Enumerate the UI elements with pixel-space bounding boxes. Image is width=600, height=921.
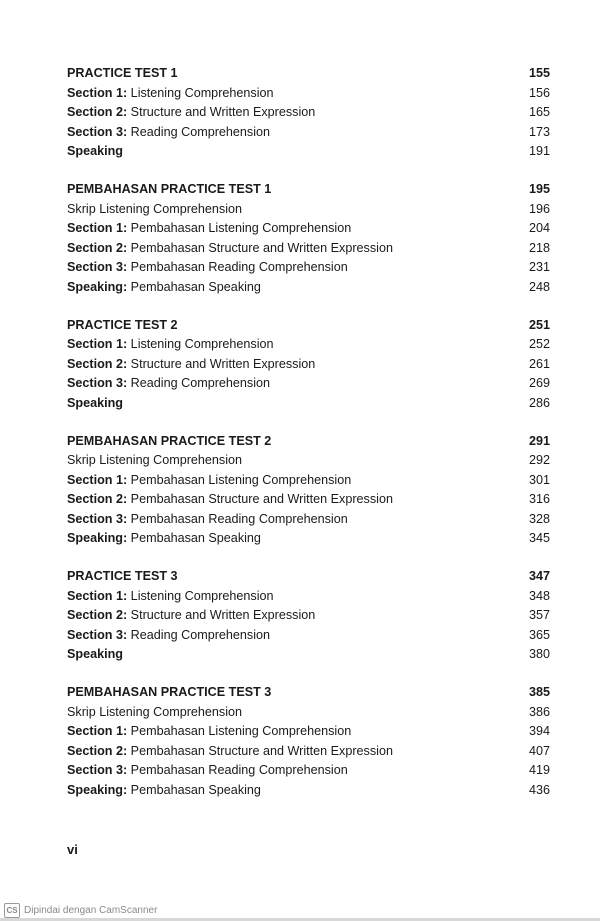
toc-heading-page: 385 [528, 685, 550, 700]
toc-entry-page: 301 [528, 472, 550, 487]
toc-entry-label [67, 142, 123, 162]
toc-heading [67, 180, 550, 200]
toc-entry-prefix: Section 3: [67, 511, 128, 526]
toc-entry-page: 386 [528, 704, 550, 719]
toc-entry-label [67, 510, 348, 530]
toc-entry-label [67, 84, 274, 104]
toc-entry [67, 103, 550, 123]
toc-entry-text: Listening Comprehension [127, 588, 274, 603]
toc-entry [67, 510, 550, 530]
toc-entry [67, 258, 550, 278]
toc-group [67, 432, 550, 550]
toc-entry-label [67, 200, 242, 220]
table-of-contents [67, 64, 550, 819]
toc-entry [67, 703, 550, 723]
toc-entry-page: 365 [528, 627, 550, 642]
toc-entry [67, 742, 550, 762]
toc-entry-text: Structure and Written Expression [127, 105, 316, 120]
toc-group [67, 683, 550, 801]
toc-entry-prefix: Section 3: [67, 763, 128, 778]
toc-heading-title: PEMBAHASAN PRACTICE TEST 1 [67, 181, 272, 196]
toc-heading [67, 64, 550, 84]
toc-heading [67, 432, 550, 452]
toc-entry-text: Pembahasan Listening Comprehension [127, 472, 352, 487]
toc-group [67, 567, 550, 665]
toc-heading-page: 155 [528, 66, 550, 80]
toc-entry-label [67, 451, 242, 471]
toc-group [67, 316, 550, 414]
toc-entry-label [67, 529, 261, 549]
toc-entry-prefix: Section 1: [67, 221, 128, 236]
toc-entry-text: Pembahasan Reading Comprehension [127, 260, 348, 275]
scanner-watermark [4, 903, 157, 918]
toc-entry-label [67, 490, 393, 510]
toc-entry-label [67, 219, 351, 239]
toc-entry-page: 204 [528, 221, 550, 236]
toc-entry-label [67, 626, 270, 646]
toc-entry-prefix: Section 1: [67, 588, 128, 603]
toc-entry-label [67, 606, 315, 626]
toc-heading [67, 316, 550, 336]
toc-entry-page: 165 [528, 105, 550, 120]
toc-entry [67, 278, 550, 298]
toc-entry [67, 587, 550, 607]
toc-entry-prefix: Section 1: [67, 337, 128, 352]
toc-entry-page: 269 [528, 376, 550, 391]
toc-heading [67, 683, 550, 703]
toc-group [67, 180, 550, 298]
toc-entry [67, 471, 550, 491]
page-number: vi [67, 842, 78, 857]
toc-entry-label [67, 471, 351, 491]
toc-entry-text: Structure and Written Expression [127, 608, 316, 623]
toc-entry-page: 286 [528, 395, 550, 410]
toc-entry-text: Pembahasan Reading Comprehension [127, 511, 348, 526]
toc-heading-title: PRACTICE TEST 1 [67, 66, 178, 80]
toc-entry-prefix: Section 1: [67, 724, 128, 739]
toc-entry-label [67, 278, 261, 298]
camscanner-logo-icon: CS [4, 903, 20, 918]
toc-heading-title: PRACTICE TEST 2 [67, 317, 178, 332]
toc-entry [67, 84, 550, 104]
toc-entry [67, 606, 550, 626]
toc-entry-text: Pembahasan Speaking [127, 279, 261, 294]
toc-entry [67, 490, 550, 510]
toc-entry-page: 231 [528, 260, 550, 275]
toc-entry-prefix: Section 3: [67, 124, 128, 139]
toc-entry [67, 626, 550, 646]
toc-entry-prefix: Speaking [67, 144, 123, 159]
toc-entry-prefix: Speaking [67, 647, 123, 662]
toc-entry [67, 761, 550, 781]
toc-entry-page: 328 [528, 511, 550, 526]
toc-entry-text: Listening Comprehension [127, 337, 274, 352]
toc-entry-label [67, 742, 393, 762]
toc-entry-page: 218 [528, 240, 550, 255]
toc-entry-label [67, 103, 315, 123]
toc-entry-page: 292 [528, 453, 550, 468]
toc-entry-page: 156 [528, 85, 550, 100]
toc-heading-page: 347 [528, 569, 550, 584]
toc-entry-text: Pembahasan Structure and Written Expression [127, 743, 393, 758]
toc-entry-page: 252 [528, 337, 550, 352]
toc-entry [67, 123, 550, 143]
toc-entry [67, 374, 550, 394]
toc-heading-title: PRACTICE TEST 3 [67, 569, 178, 584]
toc-entry-page: 345 [528, 531, 550, 546]
toc-entry-prefix: Section 3: [67, 376, 128, 391]
toc-entry-label [67, 123, 270, 143]
toc-entry-text: Skrip Listening Comprehension [67, 704, 243, 719]
toc-entry [67, 200, 550, 220]
toc-entry-label [67, 239, 393, 259]
toc-entry-label [67, 781, 261, 801]
toc-entry-page: 407 [528, 743, 550, 758]
toc-entry-label [67, 703, 242, 723]
toc-entry-text: Pembahasan Speaking [127, 531, 261, 546]
toc-entry-prefix: Section 3: [67, 627, 128, 642]
toc-entry-label [67, 335, 274, 355]
toc-entry-page: 348 [528, 588, 550, 603]
toc-entry-label [67, 722, 351, 742]
toc-entry-text: Pembahasan Listening Comprehension [127, 724, 352, 739]
toc-entry [67, 645, 550, 665]
toc-entry-text: Pembahasan Structure and Written Expression [127, 240, 393, 255]
toc-entry-text: Pembahasan Listening Comprehension [127, 221, 352, 236]
toc-entry-page: 436 [528, 783, 550, 797]
toc-entry [67, 394, 550, 414]
toc-entry-prefix: Section 3: [67, 260, 128, 275]
toc-entry-text: Skrip Listening Comprehension [67, 201, 243, 216]
toc-entry-page: 191 [528, 144, 550, 159]
toc-entry [67, 142, 550, 162]
toc-entry-text: Reading Comprehension [127, 627, 271, 642]
toc-entry-prefix: Section 2: [67, 105, 128, 120]
toc-entry-page: 394 [528, 724, 550, 739]
toc-entry [67, 335, 550, 355]
toc-entry [67, 722, 550, 742]
toc-entry-prefix: Section 1: [67, 472, 128, 487]
toc-entry-text: Reading Comprehension [127, 376, 271, 391]
toc-entry-page: 357 [528, 608, 550, 623]
toc-entry-label [67, 761, 348, 781]
toc-entry-text: Pembahasan Speaking [127, 783, 261, 797]
toc-entry-text: Pembahasan Reading Comprehension [127, 763, 348, 778]
toc-entry-page: 261 [528, 356, 550, 371]
toc-heading-title: PEMBAHASAN PRACTICE TEST 3 [67, 685, 272, 700]
toc-entry-label [67, 258, 348, 278]
toc-entry-prefix: Speaking: [67, 531, 128, 546]
toc-entry-label [67, 645, 123, 665]
toc-entry-prefix: Section 2: [67, 492, 128, 507]
toc-entry [67, 355, 550, 375]
toc-entry-label [67, 587, 274, 607]
scanner-text: Dipindai dengan CamScanner [24, 905, 158, 916]
toc-heading-page: 291 [528, 433, 550, 448]
toc-entry-label [67, 374, 270, 394]
toc-entry-prefix: Speaking: [67, 279, 128, 294]
toc-entry [67, 451, 550, 471]
toc-group [67, 64, 550, 162]
toc-entry-prefix: Section 2: [67, 240, 128, 255]
toc-entry-text: Reading Comprehension [127, 124, 271, 139]
toc-entry [67, 239, 550, 259]
toc-heading-page: 195 [528, 181, 550, 196]
toc-entry-page: 419 [528, 763, 550, 778]
toc-heading-page: 251 [528, 317, 550, 332]
toc-entry-label [67, 355, 315, 375]
toc-entry-page: 196 [528, 201, 550, 216]
toc-entry-page: 248 [528, 279, 550, 294]
toc-entry-prefix: Section 2: [67, 743, 128, 758]
toc-entry-page: 380 [528, 647, 550, 662]
toc-entry [67, 219, 550, 239]
toc-entry-prefix: Section 1: [67, 85, 128, 100]
toc-heading-title: PEMBAHASAN PRACTICE TEST 2 [67, 433, 272, 448]
toc-entry-page: 316 [528, 492, 550, 507]
toc-entry-text: Structure and Written Expression [127, 356, 316, 371]
toc-entry [67, 529, 550, 549]
toc-entry-text: Listening Comprehension [127, 85, 274, 100]
toc-entry-prefix: Speaking [67, 395, 123, 410]
toc-entry-page: 173 [528, 124, 550, 139]
toc-entry [67, 781, 550, 801]
toc-entry-text: Pembahasan Structure and Written Expression [127, 492, 393, 507]
toc-heading [67, 567, 550, 587]
toc-entry-prefix: Speaking: [67, 783, 128, 797]
toc-entry-prefix: Section 2: [67, 608, 128, 623]
toc-entry-label [67, 394, 123, 414]
toc-entry-text: Skrip Listening Comprehension [67, 453, 243, 468]
toc-entry-prefix: Section 2: [67, 356, 128, 371]
